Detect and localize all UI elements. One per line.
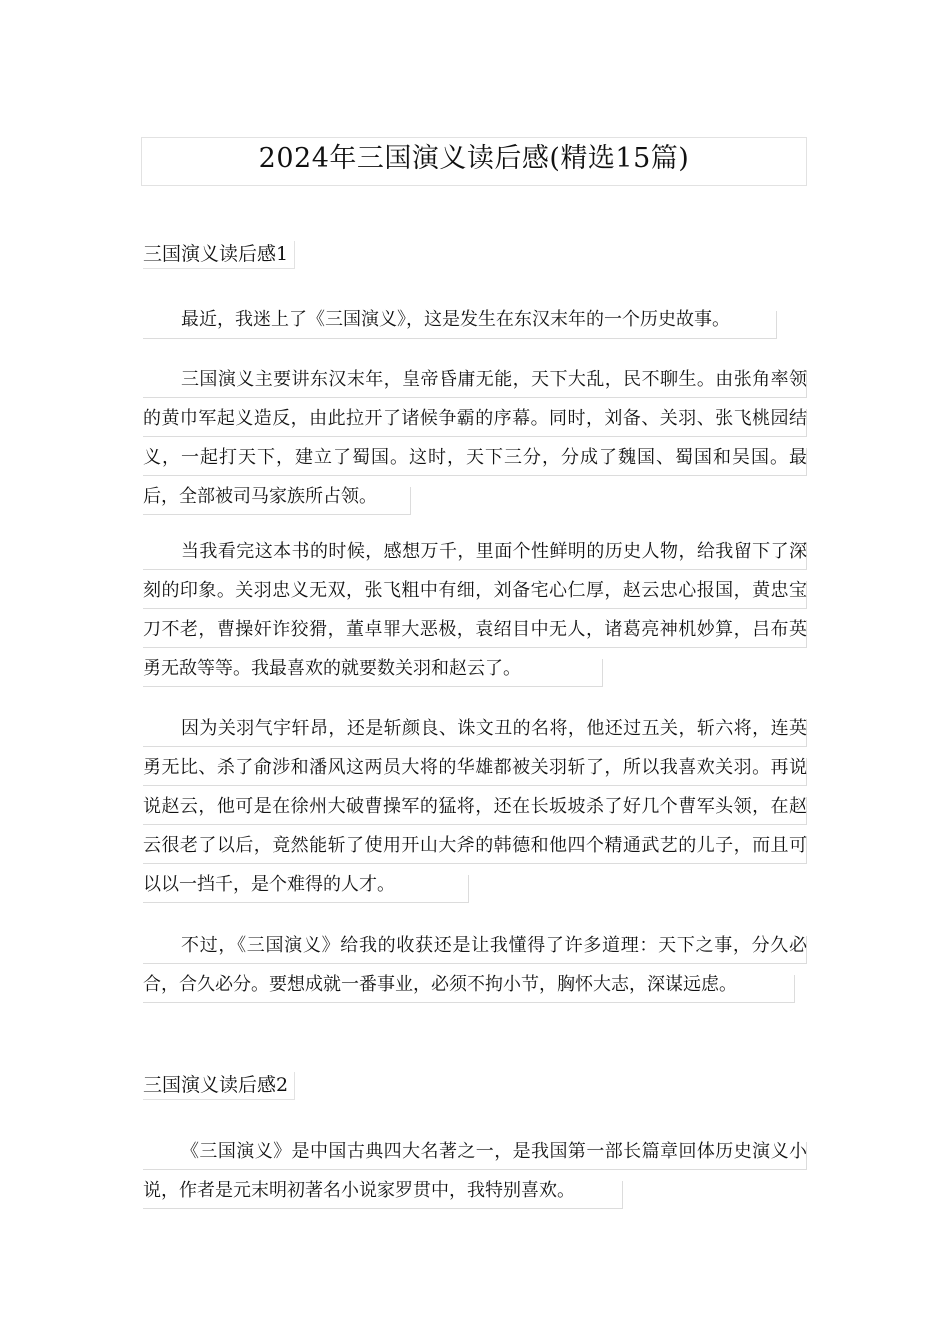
paragraph: 最近，我迷上了《三国演义》，这是发生在东汉末年的一个历史故事。 [181,309,730,330]
paragraph: 三国演义主要讲东汉末年，皇帝昏庸无能，天下大乱，民不聊生。由张角率领的黄巾军起义造反，由此拉开了诸候争霸的序幕。同时，刘备、关羽、张飞桃园结义，一起打天下，建立了蜀国。这时，天下三分，分成了魏国、蜀国和吴国。最后，全部被司马家族所占领。 [143,369,807,507]
section-heading-1: 三国演义读后感1 [143,241,295,269]
paragraph: 《三国演义》是中国古典四大名著之一，是我国第一部长篇章回体历史演义小说，作者是元末明初著名小说家罗贯中，我特别喜欢。 [143,1141,807,1201]
section-heading-2: 三国演义读后感2 [143,1072,295,1100]
paragraph: 因为关羽气宇轩昂，还是斩颜良、诛文丑的名将，他还过五关，斩六将，连英勇无比、杀了俞涉和潘风这两员大将的华雄都被关羽斩了，所以我喜欢关羽。再说说赵云，他可是在徐州大破曹操军的猛将，还在长坂坡杀了好几个曹军头领，在赵云很老了以后，竟然能斩了使用开山大斧的韩德和他四个精通武艺的儿子，而且可以以一挡千，是个难得的人才。 [143,718,807,895]
document-title: 2024年三国演义读后感(精选15篇) [141,137,807,186]
paragraph: 当我看完这本书的时候，感想万千，里面个性鲜明的历史人物，给我留下了深刻的印象。关羽忠义无双，张飞粗中有细，刘备宅心仁厚，赵云忠心报国，黄忠宝刀不老，曹操奸诈狡猾，董卓罪大恶极，袁绍目中无人，诸葛亮神机妙算，吕布英勇无敌等等。我最喜欢的就要数关羽和赵云了。 [143,541,807,679]
paragraph: 不过，《三国演义》给我的收获还是让我懂得了许多道理：天下之事，分久必合，合久必分。要想成就一番事业，必须不拘小节，胸怀大志，深谋远虑。 [143,935,807,995]
